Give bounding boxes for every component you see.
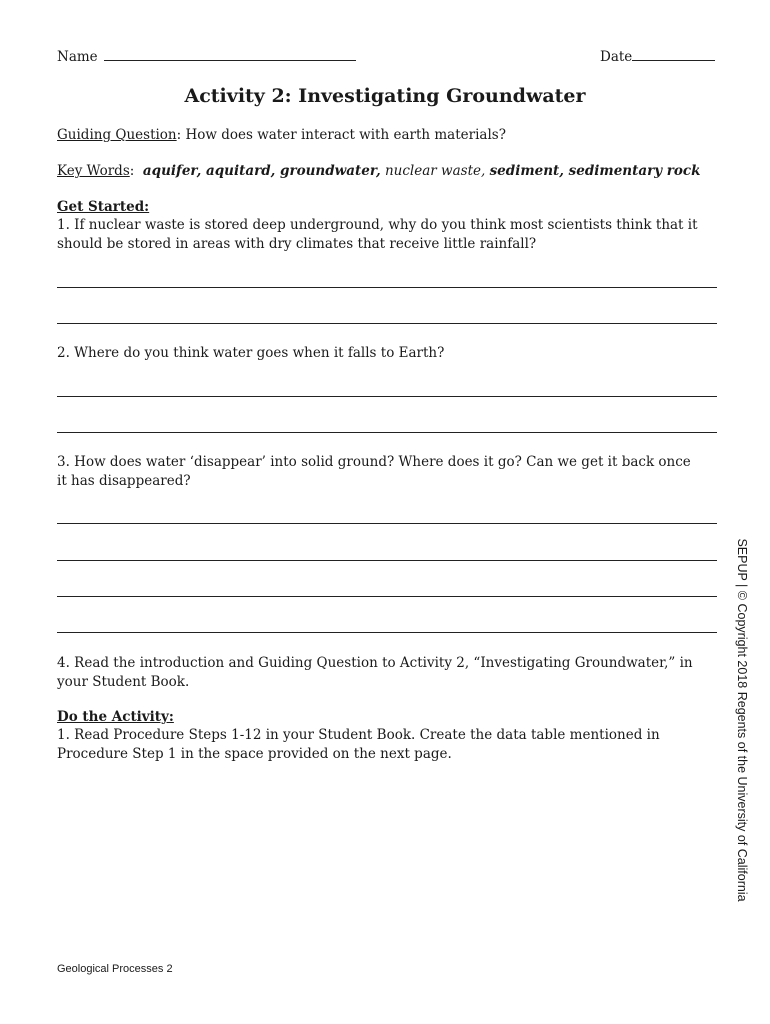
question-3: 3. How does water ‘disappear’ into solid ground? Where does it go? Can we get it back once it has disappeared? <box>57 454 691 489</box>
get-started-heading-text: Get Started: <box>57 199 150 215</box>
name-field[interactable] <box>104 47 356 61</box>
guiding-question <box>57 126 506 145</box>
answer-line[interactable] <box>57 396 717 397</box>
date-row <box>600 47 715 67</box>
answer-line[interactable] <box>57 560 717 561</box>
question-1: 1. If nuclear waste is stored deep underground, why do you think most scientists think that it should be stored in areas with dry climates that receive little rainfall? <box>57 217 698 252</box>
page-footer: Geological Processes 2 <box>57 963 173 975</box>
name-row <box>57 47 356 67</box>
key-words-group-3: sediment, sedimentary rock <box>489 163 701 179</box>
name-label: Name <box>57 49 98 65</box>
answer-line[interactable] <box>57 632 717 633</box>
answer-line[interactable] <box>57 287 717 288</box>
key-words-sep: : <box>129 163 135 179</box>
question-4: 4. Read the introduction and Guiding Question to Activity 2, “Investigating Groundwater,” in your Student Book. <box>57 655 693 690</box>
do-activity-heading <box>57 708 174 727</box>
guiding-question-text: : How does water interact with earth materials? <box>176 127 506 143</box>
do-activity-heading-text: Do the Activity: <box>57 709 174 725</box>
get-started-heading <box>57 198 149 217</box>
date-field[interactable] <box>632 47 715 61</box>
key-words-label: Key Words <box>57 163 130 179</box>
key-words-group-1: aquifer, aquitard, groundwater, <box>142 163 381 179</box>
key-words <box>57 162 700 181</box>
procedure-step-1: 1. Read Procedure Steps 1-12 in your Student Book. Create the data table mentioned in Procedure Step 1 in the space provided on the next page. <box>57 727 660 762</box>
date-label: Date <box>600 49 633 65</box>
answer-line[interactable] <box>57 523 717 524</box>
guiding-question-label: Guiding Question <box>57 127 177 143</box>
answer-line[interactable] <box>57 432 717 433</box>
answer-line[interactable] <box>57 596 717 597</box>
key-words-group-2: nuclear waste, <box>384 163 486 179</box>
page-title: Activity 2: Investigating Groundwater <box>184 85 586 107</box>
answer-line[interactable] <box>57 323 717 324</box>
copyright-side-text: SEPUP | © Copyright 2018 Regents of the University of California <box>735 538 749 902</box>
question-2: 2. Where do you think water goes when it falls to Earth? <box>57 345 445 361</box>
